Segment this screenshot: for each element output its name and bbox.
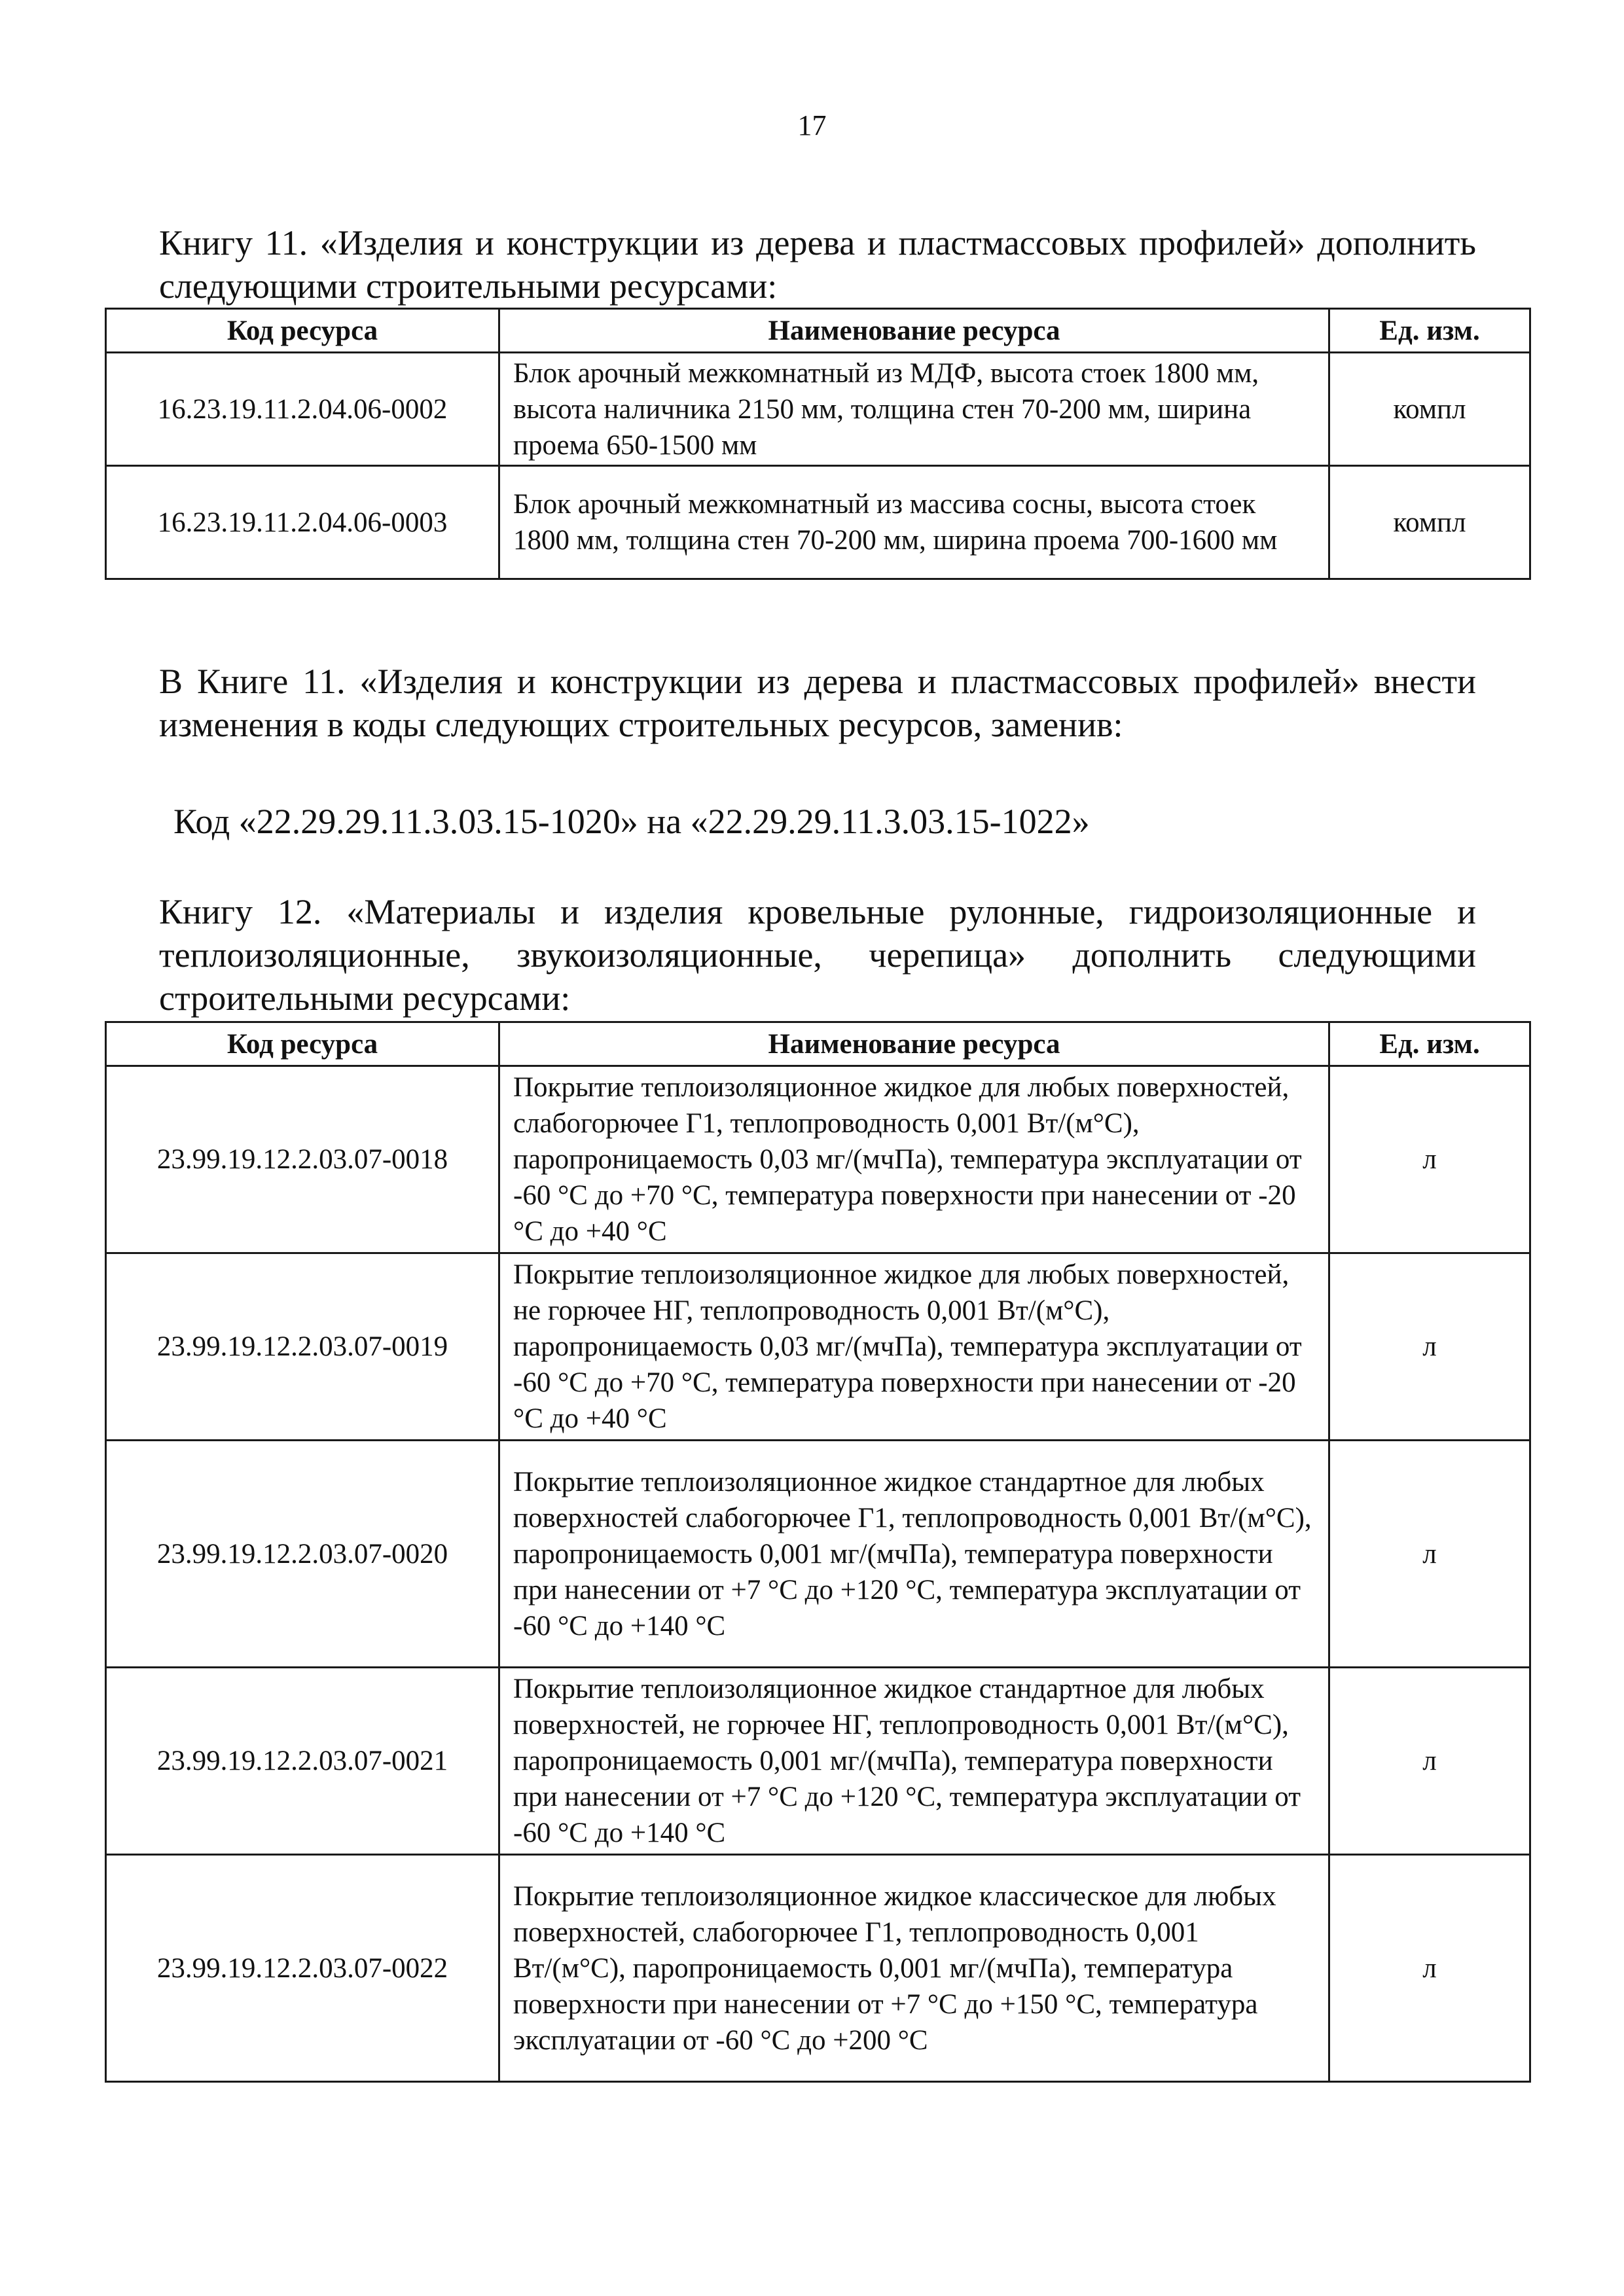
resource-name: Блок арочный межкомнатный из МДФ, высота стоек 1800 мм, высота наличника 2150 мм, толщина стен 70-200 мм, ширина проема 650-1500 мм bbox=[499, 353, 1329, 466]
intro-book-12: Книгу 12. «Материалы и изделия кровельные рулонные, гидроизоляционные и теплоизоляционные, звукоизоляционные, черепица» дополнить следующими строительными ресурсами: bbox=[159, 892, 1476, 1018]
table-row bbox=[106, 353, 1530, 466]
table-header-row bbox=[106, 1022, 1530, 1066]
table-row bbox=[106, 466, 1530, 579]
resource-code: 23.99.19.12.2.03.07-0018 bbox=[106, 1066, 499, 1253]
header-unit: Ед. изм. bbox=[1329, 1022, 1530, 1066]
resource-code: 23.99.19.12.2.03.07-0021 bbox=[106, 1668, 499, 1855]
resource-table-book-11 bbox=[105, 308, 1531, 580]
resource-name: Покрытие теплоизоляционное жидкое для любых поверхностей, слабогорючее Г1, теплопроводность 0,001 Вт/(м°С), паропроницаемость 0,03 мг/(мчПа), температура эксплуатации от -60 °С до +70 °С, температура поверхности при нанесении от -20 °С до +40 °С bbox=[499, 1066, 1329, 1253]
intro-book-11: Книгу 11. «Изделия и конструкции из дерева и пластмассовых профилей» дополнить следующими строительными ресурсами: bbox=[159, 223, 1476, 306]
table-header-row bbox=[106, 309, 1530, 353]
resource-unit: компл bbox=[1329, 353, 1530, 466]
resource-code: 16.23.19.11.2.04.06-0002 bbox=[106, 353, 499, 466]
resource-unit: л bbox=[1329, 1668, 1530, 1855]
resource-name: Блок арочный межкомнатный из массива сосны, высота стоек 1800 мм, толщина стен 70-200 мм, ширина проема 700-1600 мм bbox=[499, 466, 1329, 579]
table-row bbox=[106, 1253, 1530, 1441]
resource-code: 23.99.19.12.2.03.07-0019 bbox=[106, 1253, 499, 1441]
resource-name: Покрытие теплоизоляционное жидкое классическое для любых поверхностей, слабогорючее Г1, теплопроводность 0,001 Вт/(м°С), паропроницаемость 0,001 мг/(мчПа), температура поверхности при нанесении от +7 °С до +150 °С, температура эксплуатации от -60 °С до +200 °С bbox=[499, 1855, 1329, 2082]
header-unit: Ед. изм. bbox=[1329, 309, 1530, 353]
resource-unit: л bbox=[1329, 1441, 1530, 1668]
change-note-book-11: В Книге 11. «Изделия и конструкции из дерева и пластмассовых профилей» внести изменения в коды следующих строительных ресурсов, заменив: bbox=[159, 662, 1476, 744]
resource-name: Покрытие теплоизоляционное жидкое стандартное для любых поверхностей слабогорючее Г1, теплопроводность 0,001 Вт/(м°С), паропроницаемость 0,001 мг/(мчПа), температура поверхности при нанесении от +7 °С до +120 °С, температура эксплуатации от -60 °С до +140 °С bbox=[499, 1441, 1329, 1668]
resource-code: 23.99.19.12.2.03.07-0020 bbox=[106, 1441, 499, 1668]
resource-unit: л bbox=[1329, 1855, 1530, 2082]
resource-name: Покрытие теплоизоляционное жидкое для любых поверхностей, не горючее НГ, теплопроводность 0,001 Вт/(м°С), паропроницаемость 0,03 мг/(мчПа), температура эксплуатации от -60 °С до +70 °С, температура поверхности при нанесении от -20 °С до +40 °С bbox=[499, 1253, 1329, 1441]
table-row bbox=[106, 1066, 1530, 1253]
resource-code: 23.99.19.12.2.03.07-0022 bbox=[106, 1855, 499, 2082]
table-row bbox=[106, 1668, 1530, 1855]
code-replacement: Код «22.29.29.11.3.03.15-1020» на «22.29.29.11.3.03.15-1022» bbox=[173, 802, 1090, 841]
header-code: Код ресурса bbox=[106, 309, 499, 353]
resource-unit: компл bbox=[1329, 466, 1530, 579]
table-row bbox=[106, 1855, 1530, 2082]
resource-name: Покрытие теплоизоляционное жидкое стандартное для любых поверхностей, не горючее НГ, теплопроводность 0,001 Вт/(м°С), паропроницаемость 0,001 мг/(мчПа), температура поверхности при нанесении от +7 °С до +120 °С, температура эксплуатации от -60 °С до +140 °С bbox=[499, 1668, 1329, 1855]
resource-unit: л bbox=[1329, 1253, 1530, 1441]
resource-unit: л bbox=[1329, 1066, 1530, 1253]
resource-table-book-12 bbox=[105, 1021, 1531, 2083]
header-name: Наименование ресурса bbox=[499, 309, 1329, 353]
header-code: Код ресурса bbox=[106, 1022, 499, 1066]
table-row bbox=[106, 1441, 1530, 1668]
resource-code: 16.23.19.11.2.04.06-0003 bbox=[106, 466, 499, 579]
page-number: 17 bbox=[797, 109, 827, 141]
header-name: Наименование ресурса bbox=[499, 1022, 1329, 1066]
